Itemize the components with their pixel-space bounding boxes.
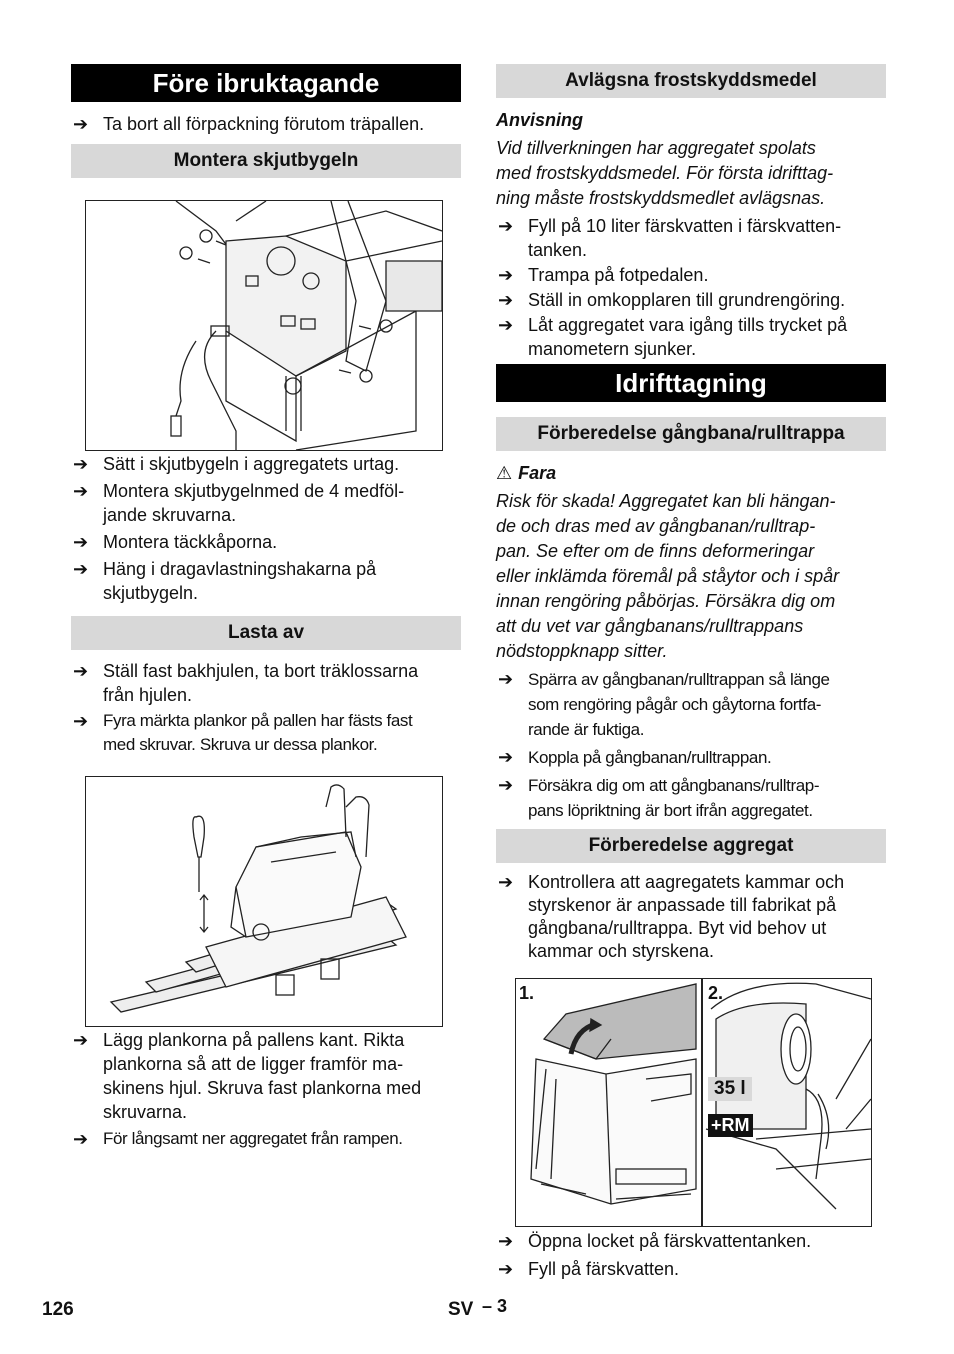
list-item: ➔ Kontrollera att aagregatets kammar och styrskenor är anpassade till fabrikat på gångbana/rulltrappa. Byt vid behov ut kammar och styrskena. <box>498 872 845 961</box>
arrow-right-icon: ➔ <box>73 114 89 134</box>
arrow-right-icon: ➔ <box>498 265 514 285</box>
page-number: 126 <box>42 1299 74 1320</box>
bullet-list-frostskydd <box>496 214 886 361</box>
list-item: ➔ Öppna locket på färskvattentanken. <box>498 1231 812 1251</box>
bullet-list-aggregat-2 <box>496 1229 886 1281</box>
list-item: ➔ Montera skjutbygelnmed de 4 medföl- jande skruvarna. <box>73 481 405 525</box>
arrow-right-icon: ➔ <box>498 1231 514 1251</box>
bullet-list-gangbana <box>496 667 886 823</box>
heading-lasta-av: Lasta av <box>71 616 461 650</box>
figure-unloading-ramp <box>85 776 443 1027</box>
arrow-right-icon: ➔ <box>498 290 514 310</box>
arrow-right-icon: ➔ <box>498 872 514 892</box>
warning-text: Risk för skada! Aggregatet kan bli hängan- de och dras med av gångbanan/rulltrap- pan. Se efter om de finns deformeringar eller inklämda föremål på ståytor och i spår innan rengöring påbörjas. Försäkra dig om att du vet var gångbanans/rulltrappans nödstoppknapp sitter. <box>496 491 840 661</box>
left-column <box>71 64 461 102</box>
heading-forberedelse-gangbana: Förberedelse gångbana/rulltrappa <box>496 417 886 451</box>
arrow-right-icon: ➔ <box>73 532 89 552</box>
list-item: ➔ Ställ fast bakhjulen, ta bort träklossarna från hjulen. <box>73 661 419 705</box>
note-text: Vid tillverkningen har aggregatet spolats med frostskyddsmedel. För första idrifttag- ning måste frostskyddsmedlet avlägsnas. <box>496 138 834 208</box>
list-item: ➔ Häng i dragavlastningshakarna på skjutbygeln. <box>73 559 377 603</box>
arrow-right-icon: ➔ <box>498 315 514 335</box>
arrow-right-icon: ➔ <box>73 481 89 501</box>
heading-forberedelse-aggregat: Förberedelse aggregat <box>496 829 886 863</box>
bullet-list-lasta-av-2 <box>71 1028 461 1151</box>
list-item: ➔ Försäkra dig om att gångbanans/rulltrap- pans löpriktning är bort ifrån aggregatet. <box>498 775 820 820</box>
list-item: ➔ Koppla på gångbanan/rulltrappan. <box>496 745 886 770</box>
arrow-right-icon: ➔ <box>73 454 89 474</box>
list-item: ➔ Montera täckkåporna. <box>73 532 278 552</box>
bullet-list-lasta-av <box>71 659 461 757</box>
bullet-list-aggregat <box>496 871 886 963</box>
note-label: Anvisning <box>496 110 584 130</box>
step-1-label: 1. <box>519 983 535 1003</box>
section-page-number: – 3 <box>482 1296 508 1316</box>
list-item: ➔ Låt aggregatet vara igång tills trycket på manometern sjunker. <box>498 315 848 359</box>
warning-heading: ⚠ Fara <box>496 463 557 483</box>
figure-fill-fresh-water <box>515 978 872 1227</box>
arrow-right-icon: ➔ <box>73 1129 88 1149</box>
list-item: ➔ Spärra av gångbanan/rulltrappan så länge som rengöring pågår och gåytorna fortfa- rande är fuktiga. <box>498 669 830 739</box>
figure-push-handle-mounting <box>85 200 443 451</box>
list-item: ➔ Fyll på färskvatten. <box>498 1259 680 1279</box>
volume-label: 35 l <box>708 1077 752 1101</box>
arrow-right-icon: ➔ <box>498 747 513 767</box>
heading-montera-skjutbygeln: Montera skjutbygeln <box>71 144 461 178</box>
list-item: ➔ Fyra märkta plankor på pallen har fästs fast med skruvar. Skruva ur dessa plankor. <box>73 711 413 754</box>
arrow-right-icon: ➔ <box>73 559 89 579</box>
heading-avlagsna-frostskyddsmedel: Avlägsna frostskyddsmedel <box>496 64 886 98</box>
warning-block <box>496 461 886 664</box>
arrow-right-icon: ➔ <box>498 775 513 795</box>
arrow-right-icon: ➔ <box>73 661 89 681</box>
list-item: ➔ Sätt i skjutbygeln i aggregatets urtag. <box>73 454 400 474</box>
section-title-fore-ibruktagande: Före ibruktagande <box>71 64 461 102</box>
list-item: ➔ Lägg plankorna på pallens kant. Rikta plankorna så att de ligger framför ma- skinens hjul. Skruva fast plankorna med skruvarna. <box>73 1030 422 1122</box>
section-title-idrifttagning: Idrifttagning <box>496 364 886 402</box>
list-item: ➔ Fyll på 10 liter färskvatten i färskvatten- tanken. <box>498 216 842 260</box>
arrow-right-icon: ➔ <box>498 1259 514 1279</box>
arrow-right-icon: ➔ <box>73 711 88 731</box>
step-2-label: 2. <box>708 983 724 1003</box>
arrow-right-icon: ➔ <box>498 669 513 689</box>
arrow-right-icon: ➔ <box>498 216 514 236</box>
intro-bullet: ➔ Ta bort all förpackning förutom träpallen. <box>73 114 425 134</box>
arrow-right-icon: ➔ <box>73 1030 89 1050</box>
list-item: ➔ Ställ in omkopplaren till grundrengöring. <box>498 290 846 310</box>
note-block <box>496 108 886 211</box>
bullet-list-montera <box>71 452 461 605</box>
list-item: ➔ För långsamt ner aggregatet från rampen. <box>73 1129 403 1149</box>
warning-triangle-icon: ⚠ <box>496 463 513 483</box>
list-item: ➔ Trampa på fotpedalen. <box>498 265 709 285</box>
additive-label: +RM <box>708 1114 753 1137</box>
language-code: SV <box>448 1299 474 1320</box>
